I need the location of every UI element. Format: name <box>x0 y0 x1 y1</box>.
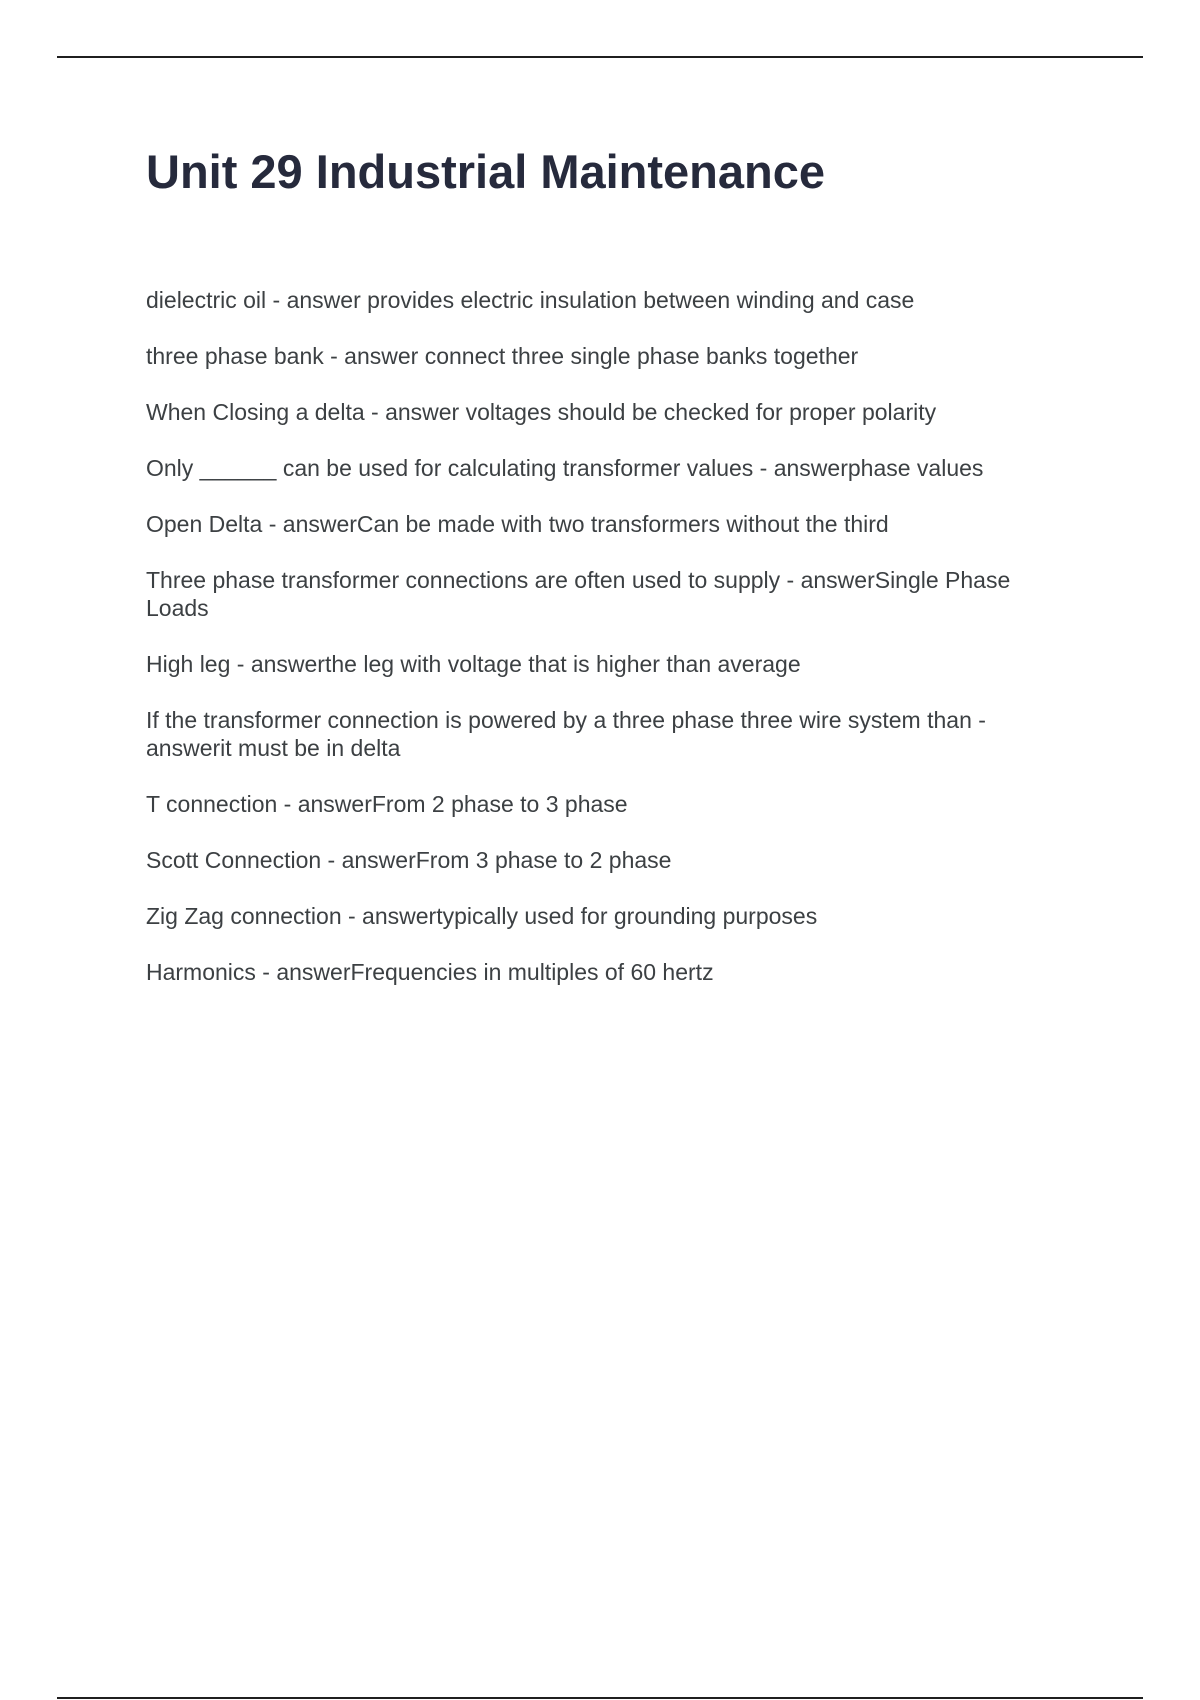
flashcard-entry: Scott Connection - answerFrom 3 phase to 2 phase <box>146 847 672 873</box>
bottom-rule <box>57 1697 1143 1699</box>
page-title: Unit 29 Industrial Maintenance <box>146 145 826 198</box>
flashcard-entry: Harmonics - answerFrequencies in multiples of 60 hertz <box>146 959 714 985</box>
flashcard-entry: Open Delta - answerCan be made with two transformers without the third <box>146 511 889 537</box>
flashcard-list <box>146 286 1066 1014</box>
flashcard-entry: Three phase transformer connections are often used to supply - answerSingle Phase Loads <box>146 567 1011 621</box>
flashcard-entry: dielectric oil - answer provides electric insulation between winding and case <box>146 287 915 313</box>
flashcard-entry: Zig Zag connection - answertypically used for grounding purposes <box>146 903 818 929</box>
top-rule <box>57 56 1143 58</box>
flashcard-entry: If the transformer connection is powered by a three phase three wire system than - answerit must be in delta <box>146 707 986 761</box>
flashcard-entry: three phase bank - answer connect three single phase banks together <box>146 343 859 369</box>
flashcard-entry: Only ______ can be used for calculating transformer values - answerphase values <box>146 455 984 481</box>
flashcard-entry: T connection - answerFrom 2 phase to 3 phase <box>146 791 628 817</box>
flashcard-entry: High leg - answerthe leg with voltage that is higher than average <box>146 651 801 677</box>
flashcard-entry: When Closing a delta - answer voltages should be checked for proper polarity <box>146 399 937 425</box>
